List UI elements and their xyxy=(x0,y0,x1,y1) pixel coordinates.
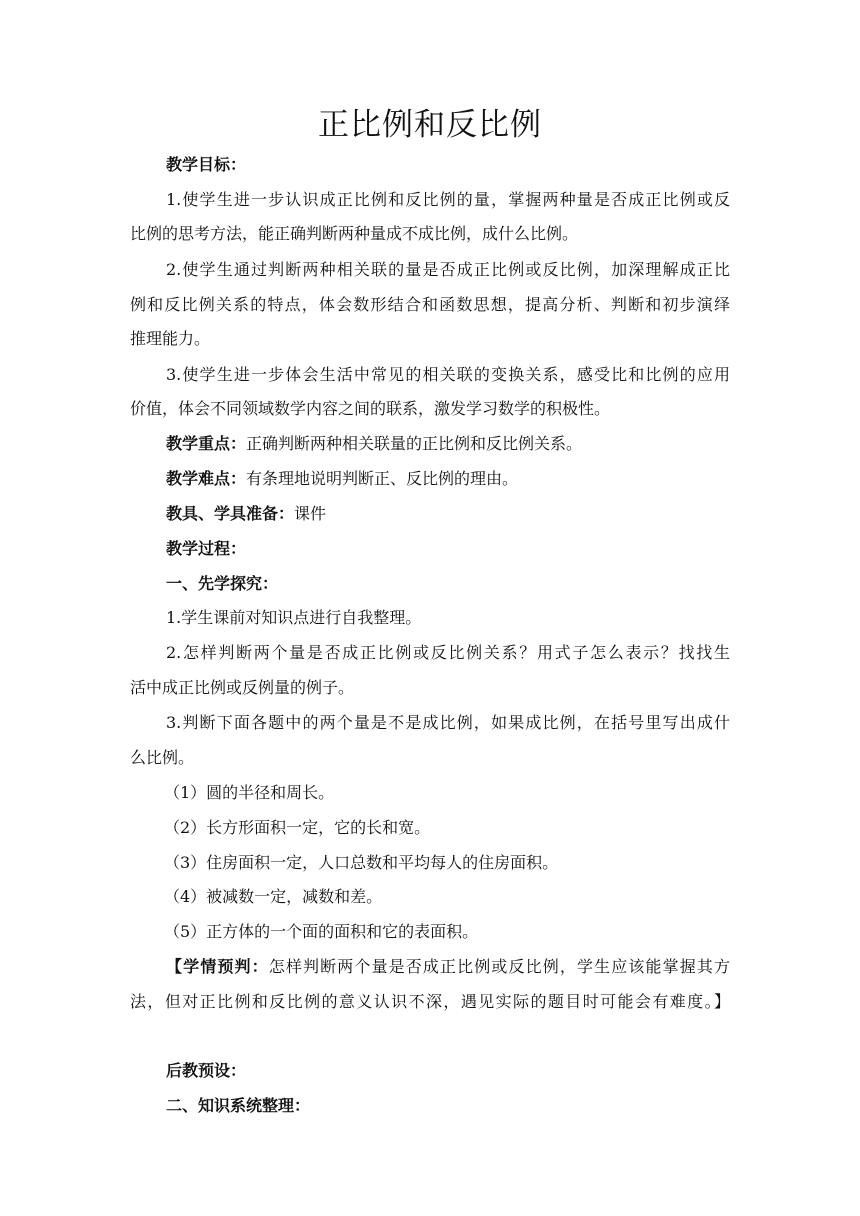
prediction-text-1: 怎样判断两个量是否成正比例或反比例，学生应该能掌握其方 xyxy=(268,957,730,976)
process-heading: 教学过程： xyxy=(166,539,247,558)
section-2-heading: 二、知识系统整理： xyxy=(166,1096,311,1115)
list-item: （5）正方体的一个面的面积和它的表面积。 xyxy=(164,922,479,941)
prediction-line-2 xyxy=(130,991,730,1013)
prediction-text-2: 法，但对正比例和反比例的意义认识不深，遇见实际的题目时可能会有难度。】 xyxy=(130,992,730,1011)
step-3-line-1: 3.判断下面各题中的两个量是不是成比例，如果成比例，在括号里写出成什 xyxy=(166,713,730,732)
objectives-heading: 教学目标： xyxy=(166,155,247,174)
objective-2-line-2: 例和反比例关系的特点，体会数形结合和函数思想，提高分析、判断和初步演绎 xyxy=(130,295,730,314)
objective-1-line-1: 1.使学生进一步认识成正比例和反比例的量，掌握两种量是否成正比例或反 xyxy=(166,190,730,209)
section-1-heading: 一、先学探究： xyxy=(166,574,279,593)
list-item: （3）住房面积一定，人口总数和平均每人的住房面积。 xyxy=(164,853,559,872)
key-point-text: 正确判断两种相关联量的正比例和反比例关系。 xyxy=(246,434,583,453)
step-2-line-2: 活中成正比例或反例量的例子。 xyxy=(130,678,355,697)
difficulty-label: 教学难点： xyxy=(166,469,247,488)
prediction-label: 【学情预判： xyxy=(166,957,269,976)
step-1: 1.学生课前对知识点进行自我整理。 xyxy=(166,608,422,627)
list-item: （2）长方形面积一定，它的长和宽。 xyxy=(164,818,431,837)
post-teaching-heading: 后教预设： xyxy=(166,1061,247,1080)
step-2-line-1: 2.怎样判断两个量是否成正比例或反比例关系？用式子怎么表示？找找生 xyxy=(166,643,730,662)
objective-2-line-1: 2.使学生通过判断两种相关联的量是否成正比例或反比例，加深理解成正比 xyxy=(166,260,730,279)
tools-text: 课件 xyxy=(294,504,327,523)
step-3-line-2: 么比例。 xyxy=(130,748,195,767)
tools-label: 教具、学具准备： xyxy=(166,504,295,523)
prediction-line-1 xyxy=(166,956,730,978)
difficulty xyxy=(166,468,518,490)
key-point xyxy=(166,433,582,455)
difficulty-text: 有条理地说明判断正、反比例的理由。 xyxy=(246,469,519,488)
objective-3-line-1: 3.使学生进一步体会生活中常见的相关联的变换关系，感受比和比例的应用 xyxy=(166,365,730,384)
key-point-label: 教学重点： xyxy=(166,434,247,453)
list-item: （4）被减数一定，减数和差。 xyxy=(164,887,383,906)
objective-3-line-2: 价值，体会不同领域数学内容之间的联系，激发学习数学的积极性。 xyxy=(130,399,611,418)
list-item: （1）圆的半径和周长。 xyxy=(164,783,335,802)
page-title: 正比例和反比例 xyxy=(318,107,542,143)
objective-2-line-3: 推理能力。 xyxy=(130,329,211,348)
tools xyxy=(166,503,326,525)
objective-1-line-2: 比例的思考方法，能正确判断两种量成不成比例，成什么比例。 xyxy=(130,224,579,243)
